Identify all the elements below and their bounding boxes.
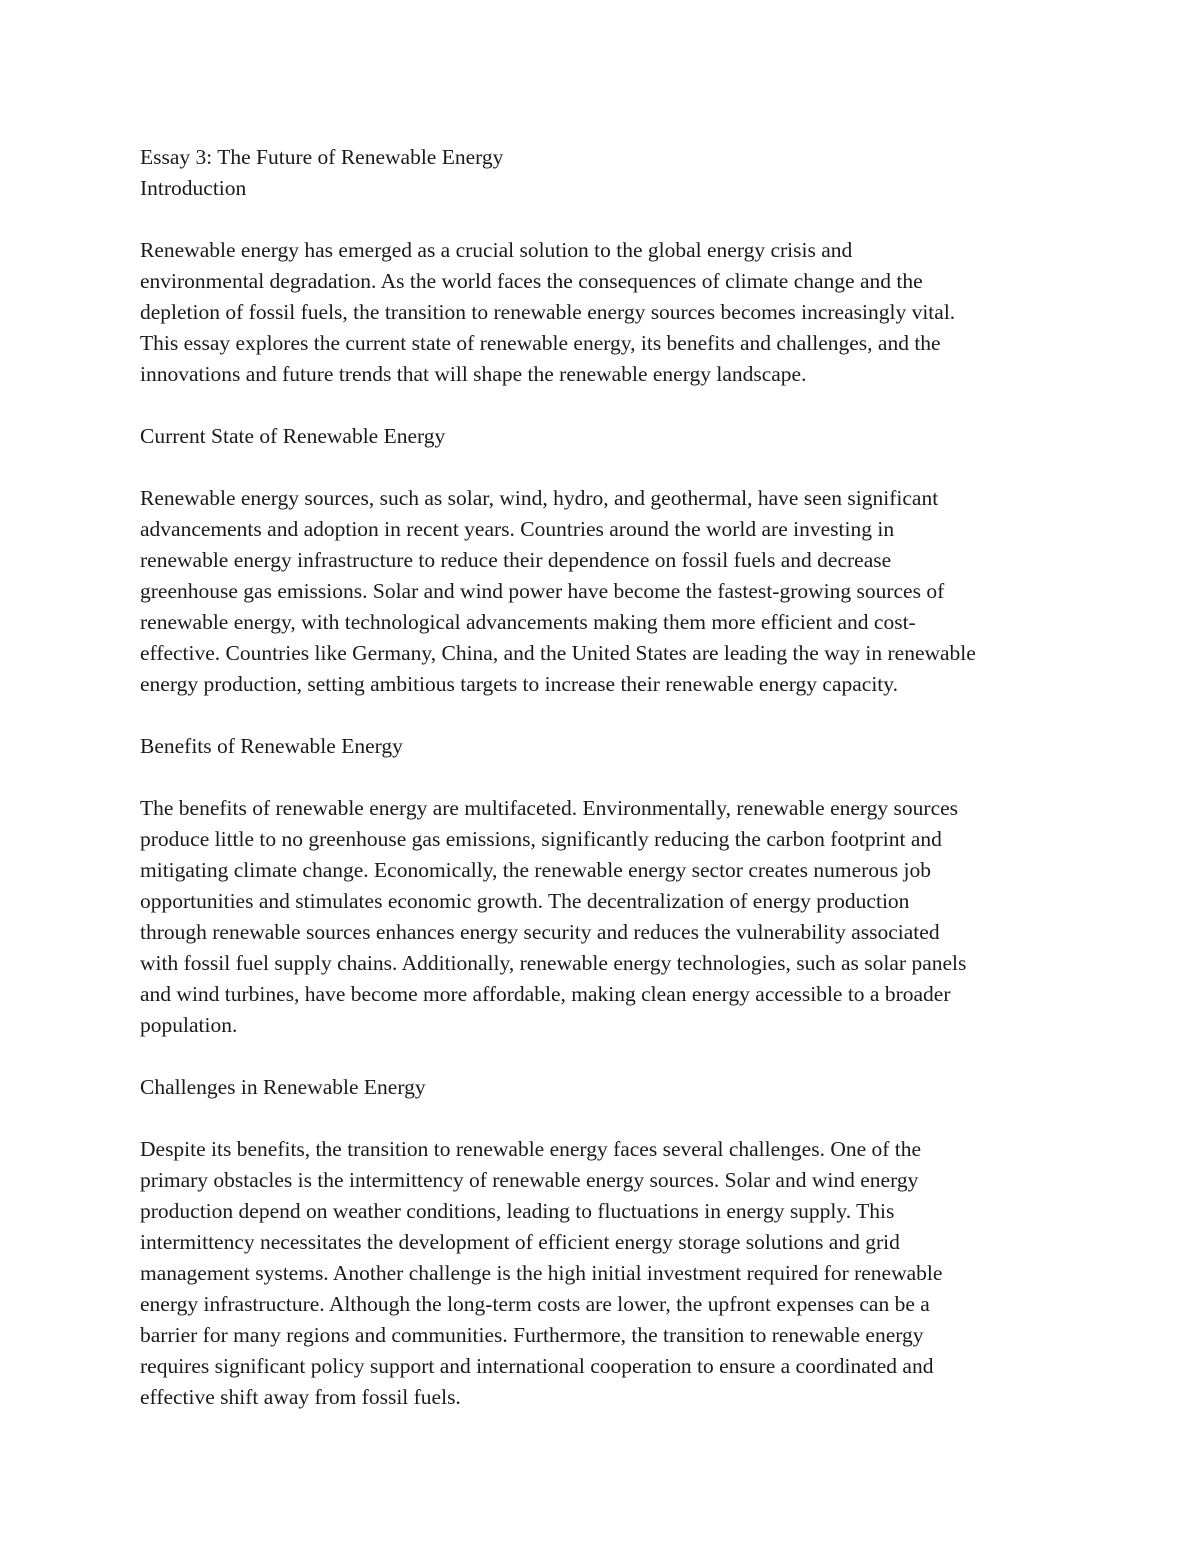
paragraph-gap — [140, 204, 1062, 235]
paragraph-gap — [140, 1103, 1062, 1134]
paragraph-line: energy infrastructure. Although the long-term costs are lower, the upfront expenses can be a — [140, 1292, 930, 1316]
section-heading: Current State of Renewable Energy — [140, 424, 446, 448]
section-challenges — [140, 1072, 1062, 1413]
paragraph-line: Renewable energy has emerged as a crucial solution to the global energy crisis and — [140, 238, 853, 262]
paragraph-line: innovations and future trends that will shape the renewable energy landscape. — [140, 362, 807, 386]
section-gap — [140, 390, 1062, 421]
section-current-state — [140, 421, 1062, 700]
paragraph-line: primary obstacles is the intermittency of renewable energy sources. Solar and wind energy — [140, 1168, 919, 1192]
paragraph-line: produce little to no greenhouse gas emissions, significantly reducing the carbon footprint and — [140, 827, 942, 851]
paragraph-line: with fossil fuel supply chains. Additionally, renewable energy technologies, such as solar panels — [140, 951, 967, 975]
paragraph-line: barrier for many regions and communities. Furthermore, the transition to renewable energy — [140, 1323, 924, 1347]
document-body — [140, 142, 1062, 1413]
paragraph-line: mitigating climate change. Economically, the renewable energy sector creates numerous job — [140, 858, 932, 882]
paragraph — [140, 793, 1062, 1041]
paragraph-line: through renewable sources enhances energy security and reduces the vulnerability associated — [140, 920, 940, 944]
paragraph-line: effective shift away from fossil fuels. — [140, 1385, 461, 1409]
paragraph-line: advancements and adoption in recent years. Countries around the world are investing in — [140, 517, 895, 541]
paragraph-line: This essay explores the current state of renewable energy, its benefits and challenges, and the — [140, 331, 941, 355]
paragraph-line: and wind turbines, have become more affordable, making clean energy accessible to a broader — [140, 982, 951, 1006]
essay-title: Essay 3: The Future of Renewable Energy — [140, 145, 504, 169]
paragraph-line: intermittency necessitates the development of efficient energy storage solutions and grid — [140, 1230, 900, 1254]
section-introduction — [140, 173, 1062, 390]
section-heading: Introduction — [140, 176, 247, 200]
section-gap — [140, 700, 1062, 731]
paragraph-line: Despite its benefits, the transition to renewable energy faces several challenges. One of the — [140, 1137, 922, 1161]
paragraph-line: opportunities and stimulates economic growth. The decentralization of energy production — [140, 889, 910, 913]
paragraph-gap — [140, 762, 1062, 793]
paragraph-line: population. — [140, 1013, 238, 1037]
paragraph-line: The benefits of renewable energy are multifaceted. Environmentally, renewable energy sources — [140, 796, 959, 820]
paragraph — [140, 1134, 1062, 1413]
paragraph-line: greenhouse gas emissions. Solar and wind power have become the fastest-growing sources of — [140, 579, 945, 603]
section-heading: Benefits of Renewable Energy — [140, 734, 403, 758]
paragraph-line: effective. Countries like Germany, China, and the United States are leading the way in renewable — [140, 641, 976, 665]
section-gap — [140, 1041, 1062, 1072]
paragraph-line: Renewable energy sources, such as solar, wind, hydro, and geothermal, have seen significant — [140, 486, 939, 510]
paragraph-line: production depend on weather conditions, leading to fluctuations in energy supply. This — [140, 1199, 895, 1223]
paragraph-line: management systems. Another challenge is the high initial investment required for renewable — [140, 1261, 943, 1285]
paragraph-gap — [140, 452, 1062, 483]
paragraph-line: requires significant policy support and international cooperation to ensure a coordinated and — [140, 1354, 934, 1378]
section-heading: Challenges in Renewable Energy — [140, 1075, 426, 1099]
paragraph-line: energy production, setting ambitious targets to increase their renewable energy capacity. — [140, 672, 899, 696]
paragraph-line: environmental degradation. As the world faces the consequences of climate change and the — [140, 269, 923, 293]
paragraph-line: renewable energy infrastructure to reduce their dependence on fossil fuels and decrease — [140, 548, 892, 572]
paragraph-line: depletion of fossil fuels, the transition to renewable energy sources becomes increasingly vital. — [140, 300, 956, 324]
paragraph — [140, 235, 1062, 390]
paragraph-line: renewable energy, with technological advancements making them more efficient and cost- — [140, 610, 916, 634]
section-benefits — [140, 731, 1062, 1041]
paragraph — [140, 483, 1062, 700]
